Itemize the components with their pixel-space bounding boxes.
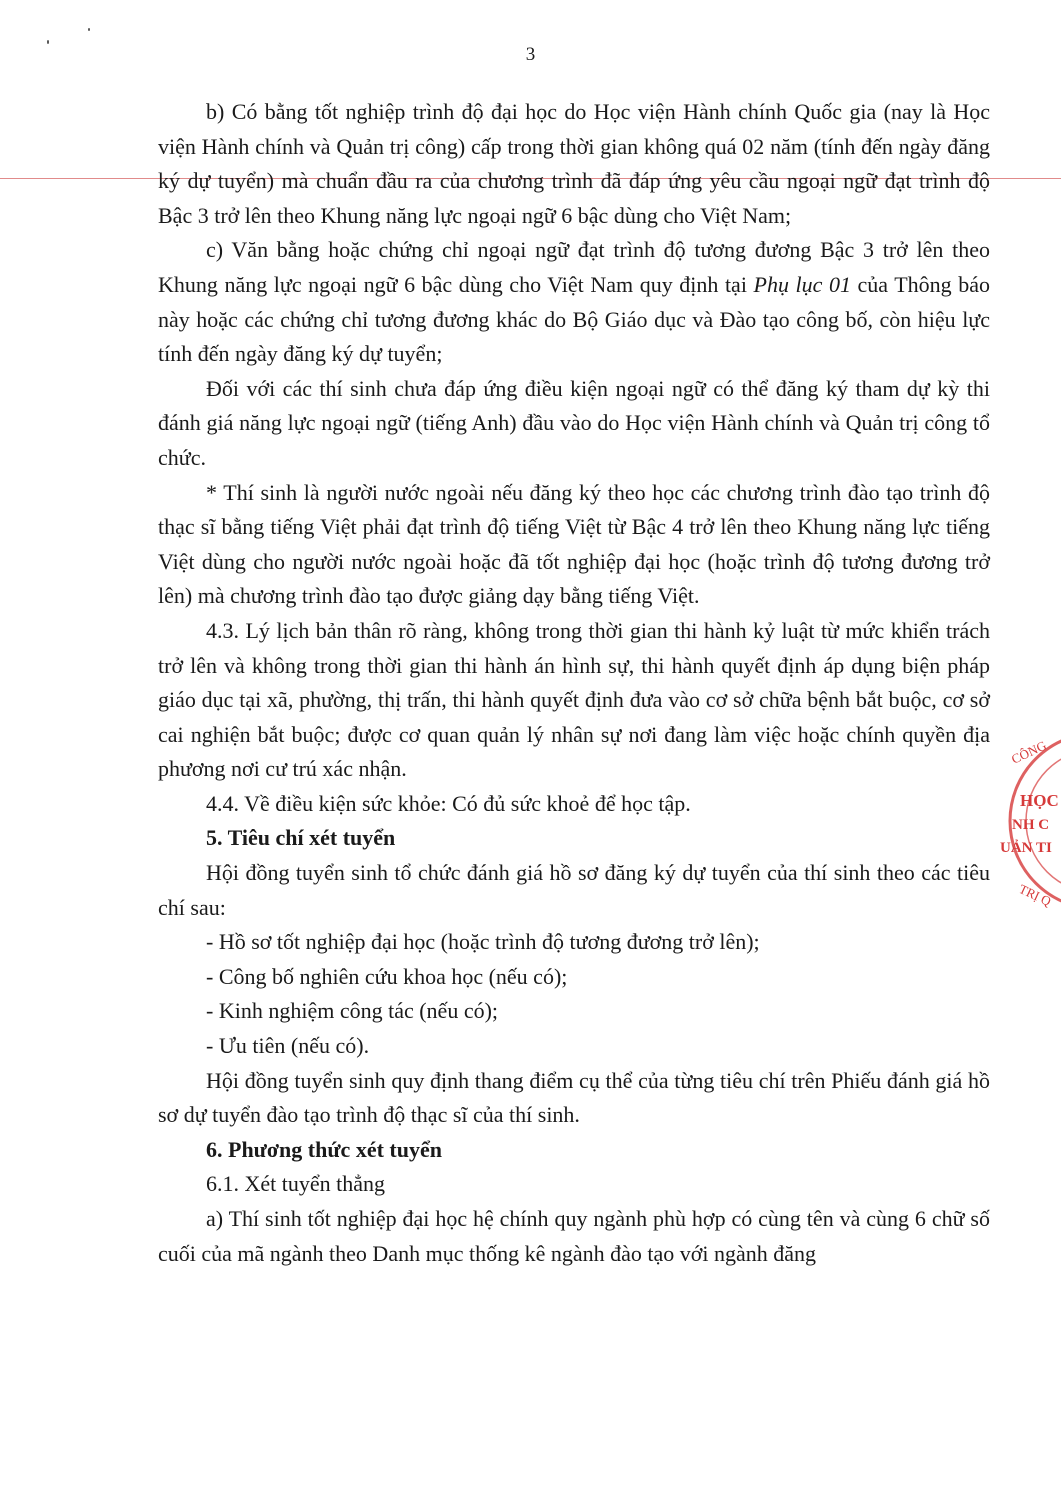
paragraph-criteria-intro: Hội đồng tuyển sinh tổ chức đánh giá hồ sơ đăng ký dự tuyển của thí sinh theo các tiêu chí sau: <box>158 860 990 920</box>
paragraph-6-1: 6.1. Xét tuyển thẳng <box>206 1171 386 1197</box>
seal-text: HỌC <box>1020 791 1059 810</box>
heading-section-6: 6. Phương thức xét tuyển <box>206 1136 442 1162</box>
seal-text: NH C <box>1012 817 1050 833</box>
scan-speck <box>47 40 49 44</box>
official-seal-stamp <box>1000 726 1061 916</box>
scan-speck <box>88 28 90 31</box>
seal-text: UẢN TI <box>1000 840 1052 856</box>
paragraph-6-1-a: a) Thí sinh tốt nghiệp đại học hệ chính quy ngành phù hợp có cùng tên và cùng 6 chữ số cuối của mã ngành theo Danh mục thống kê ngành đào tạo với ngành đăng <box>158 1206 990 1266</box>
paragraph-foreign-candidates: * Thí sinh là người nước ngoài nếu đăng ký theo học các chương trình đào tạo trình độ thạc sĩ bằng tiếng Việt phải đạt trình độ tiếng Việt từ Bậc 4 trở lên theo Khung năng lực tiếng Việt dùng cho người nước ngoài hoặc đã tốt nghiệp đại học (hoặc trình độ tương đương trở lên) mà chương trình đào tạo được giảng dạy bằng tiếng Việt. <box>158 479 990 609</box>
paragraph-4-4: 4.4. Về điều kiện sức khỏe: Có đủ sức khoẻ để học tập. <box>206 790 691 816</box>
paragraph-c-text-1: c) Văn bằng hoặc chứng chỉ ngoại ngữ đạt trình độ tương đương Bậc 3 trở lên theo Khung năng lực ngoại ngữ 6 bậc dùng cho Việt Nam quy định tại <box>158 237 990 297</box>
paragraph-c-text-2: của Thông báo này hoặc các chứng chỉ tương đương khác do Bộ Giáo dục và Đào tạo công bố, còn hiệu lực tính đến ngày đăng ký dự tuyển; <box>158 271 990 367</box>
paragraph-4-3: 4.3. Lý lịch bản thân rõ ràng, không trong thời gian thi hành kỷ luật từ mức khiển trách trở lên và không trong thời gian thi hành án hình sự, thi hành quyết định áp dụng biện pháp giáo dục tại xã, phường, thị trấn, thi hành quyết định đưa vào cơ sở chữa bệnh bắt buộc, cơ sở cai nghiện bắt buộc; được cơ quan quản lý nhân sự nơi đang làm việc hoặc chính quyền địa phương nơi cư trú xác nhận. <box>158 617 990 782</box>
seal-text: CÔNG <box>1008 737 1049 767</box>
list-item: - Hồ sơ tốt nghiệp đại học (hoặc trình độ tương đương trở lên); <box>206 929 760 955</box>
paragraph-language-exam: Đối với các thí sinh chưa đáp ứng điều kiện ngoại ngữ có thể đăng ký tham dự kỳ thi đánh giá năng lực ngoại ngữ (tiếng Anh) đầu vào do Học viện Hành chính và Quản trị công tổ chức. <box>158 375 990 470</box>
appendix-reference: Phụ lục 01 <box>753 271 851 297</box>
paragraph-b: b) Có bằng tốt nghiệp trình độ đại học do Học viện Hành chính Quốc gia (nay là Học viện Hành chính và Quản trị công) cấp trong thời gian không quá 02 năm (tính đến ngày đăng ký dự tuyển) mà chuẩn đầu ra của chương trình đã đáp ứng yêu cầu ngoại ngữ đạt trình độ Bậc 3 trở lên theo Khung năng lực ngoại ngữ 6 bậc dùng cho Việt Nam; <box>158 99 990 228</box>
list-item: - Kinh nghiệm công tác (nếu có); <box>206 998 499 1024</box>
seal-text: TRỊ Q <box>1016 881 1054 909</box>
list-item: - Ưu tiên (nếu có). <box>206 1033 370 1059</box>
document-body <box>158 95 990 1271</box>
heading-section-5: 5. Tiêu chí xét tuyển <box>206 825 396 851</box>
paragraph-scoring: Hội đồng tuyển sinh quy định thang điểm cụ thể của từng tiêu chí trên Phiếu đánh giá hồ sơ dự tuyển đào tạo trình độ thạc sĩ của thí sinh. <box>158 1067 990 1128</box>
list-item: - Công bố nghiên cứu khoa học (nếu có); <box>206 963 568 989</box>
paragraph-c <box>158 233 990 371</box>
page-number: 3 <box>525 44 536 65</box>
